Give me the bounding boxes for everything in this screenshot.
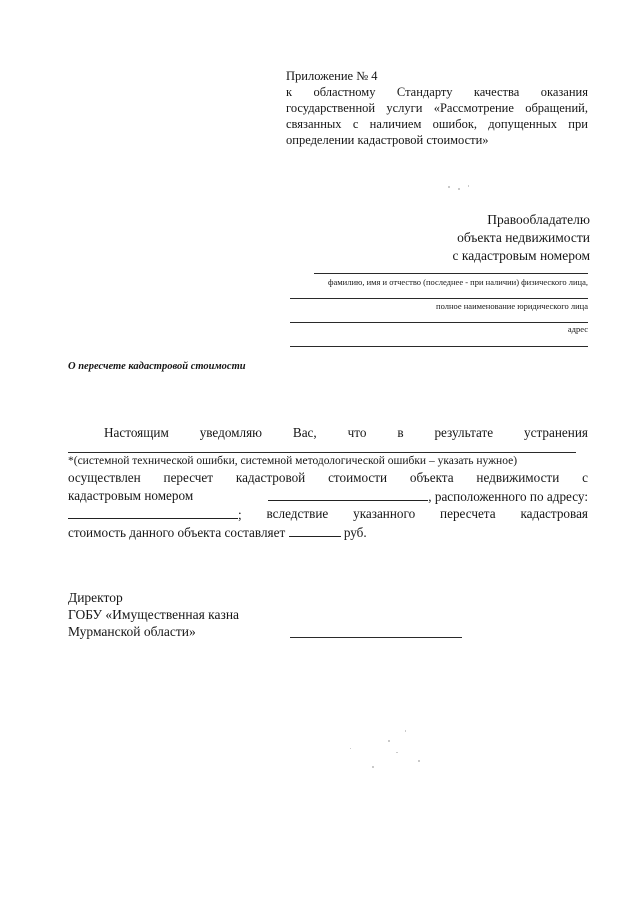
text-segment: , расположенного по адресу:: [428, 489, 588, 504]
recipient-line-1: Правообладателю: [487, 212, 590, 227]
recipient-line-3: с кадастровым номером: [452, 248, 590, 263]
appendix-title: Приложение № 4: [286, 69, 378, 83]
caption-address: адрес: [567, 324, 588, 334]
caption-name: фамилию, имя и отчество (последнее - при наличии) физического лица,: [328, 277, 588, 287]
word: Настоящим: [104, 425, 169, 440]
cost-blank: [289, 524, 341, 537]
word: указанного: [353, 506, 416, 521]
appendix-line-1: [286, 84, 588, 100]
text-segment: ;: [238, 507, 242, 522]
word: стоимости: [328, 470, 388, 485]
text-segment: кадастровым номером: [68, 488, 194, 503]
scan-speck: [388, 740, 390, 742]
scan-speck: [448, 186, 450, 188]
org-field-line: [290, 298, 588, 299]
appendix-line-3: [286, 116, 588, 132]
word: устранения: [524, 425, 588, 440]
word: объекта: [409, 470, 454, 485]
word: ошибок,: [432, 117, 478, 131]
word: пересчет: [163, 470, 214, 485]
text-segment: руб.: [343, 525, 367, 540]
word: вследствие: [266, 506, 329, 521]
body-line-1: [104, 425, 588, 441]
word: обращений,: [525, 101, 588, 115]
word: с: [582, 470, 588, 485]
cadastral-number-blank: [268, 488, 588, 505]
word: качества: [473, 85, 520, 99]
body-line-3: [68, 470, 588, 486]
word: услуги: [386, 101, 423, 115]
signature-org-line-2: Мурманской области»: [68, 624, 196, 639]
word: оказания: [540, 85, 588, 99]
word: «Рассмотрение: [433, 101, 514, 115]
word: связанных: [286, 117, 342, 131]
word: недвижимости: [476, 470, 560, 485]
address-field-line: [290, 322, 588, 323]
word: Вас,: [292, 425, 317, 440]
word: государственной: [286, 101, 376, 115]
word: областному: [313, 85, 376, 99]
scan-speck: [396, 752, 398, 753]
word: в: [397, 425, 404, 440]
scan-speck: [350, 748, 351, 749]
address-field-line-2: [290, 346, 588, 347]
word: пересчета: [440, 506, 496, 521]
word: уведомляю: [199, 425, 263, 440]
caption-org: полное наименование юридического лица: [436, 301, 588, 311]
signature-line: [290, 637, 462, 638]
recipient-line-2: объекта недвижимости: [457, 230, 590, 245]
scan-speck: [458, 188, 460, 190]
scan-speck: [405, 730, 406, 732]
name-field-line: [314, 273, 588, 274]
word: кадастровой: [235, 470, 306, 485]
word: допущенных: [488, 117, 558, 131]
word: к: [286, 85, 293, 99]
word: что: [347, 425, 367, 440]
body-line-5: [68, 506, 588, 523]
word: кадастровая: [520, 506, 588, 521]
word: Стандарту: [396, 85, 453, 99]
body-line-6: [68, 524, 367, 541]
appendix-line-4: определении кадастровой стоимости»: [286, 133, 489, 147]
signature-org-line-1: ГОБУ «Имущественная казна: [68, 607, 240, 622]
address-blank: [68, 506, 242, 523]
word: результате: [434, 425, 494, 440]
reason-note: *(системной технической ошибки, системной методологической ошибки – указать нужное): [68, 455, 518, 467]
scan-speck: [418, 760, 420, 762]
word: осуществлен: [68, 470, 141, 485]
signature-position: Директор: [68, 590, 123, 605]
text-segment: стоимость данного объекта составляет: [68, 525, 286, 540]
body-line-4: [68, 488, 588, 505]
scan-speck: [468, 185, 469, 187]
subject-heading: О пересчете кадастровой стоимости: [68, 361, 246, 372]
word: при: [568, 117, 588, 131]
appendix-line-2: [286, 100, 588, 116]
word: с: [352, 117, 359, 131]
reason-field-line: [68, 452, 576, 453]
word: наличием: [369, 117, 422, 131]
scan-speck: [372, 766, 374, 768]
